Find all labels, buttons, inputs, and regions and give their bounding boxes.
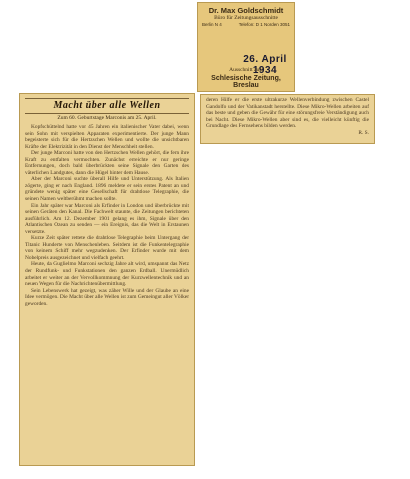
source-newspaper: Schlesische Zeitung, Breslau bbox=[211, 75, 281, 89]
clipping-service-slip bbox=[197, 2, 295, 92]
top-rule bbox=[25, 98, 189, 99]
article-paragraph: Aber der Marconi suchte überall Hilfe und Unterstützung. Als Italien zögerte, ging er nach England. 1896 meldete er sein erstes Patent an und gründete wenig später eine Gesellschaft für drahtlose Telegraphie, die seinen Namen weltberühmt machen sollte. bbox=[25, 176, 189, 203]
article-paragraph: Ein Jahr später war Marconi als Erfinder in London und überbrückte mit seinen Geräten den Kanal. Die Fachwelt staunte, die Zeitungen berichteten ausführlich. Am 12. Dezember 1901 gelang es ihm, Signale über den Atlantischen Ozean zu senden — ein Ereignis, das die Welt in Erstaunen versetzte. bbox=[25, 202, 189, 235]
clipping-service-subtitle: Büro für Zeitungsausschnitte bbox=[214, 15, 278, 21]
clipping-service-address bbox=[198, 22, 294, 28]
headline-rule bbox=[25, 113, 189, 114]
article-headline: Macht über alle Wellen bbox=[53, 100, 161, 111]
article-paragraph: Kopfschüttelnd hatte vor 45 Jahren ein italienischer Vater dabei, wenn sein Sohn mit verspielten Apparaten experimentierte. Der junge Mann begeisterte sich für die Hertzschen Wellen und wollte die unsichtbaren Kräfte der Elektrizität in den Dienst der Menschheit stellen. bbox=[25, 124, 189, 150]
clipping-service-phone: Telefon: D 1 Norden 3051 bbox=[238, 22, 290, 27]
article-paragraph: Der junge Marconi hatte von den Hertzschen Wellen gehört, die fern ihre Kraft zu entfalten vermochten. Zunächst erreichte er nur geringe Entfernungen, doch bald überbrückten seine Signale den Garten des väterlichen Landgutes, dann die Hügel hinter dem Hause. bbox=[25, 150, 189, 176]
author-signature: R. S. bbox=[358, 129, 369, 136]
article-paragraph: Kurze Zeit später rettete die drahtlose Telegraphie beim Untergang der Titanic Hunderte von Menschenleben. Seitdem ist die Funkentelegraphie von keinem Schiff mehr wegzudenken. Der Erfinder wurde mit dem Nobelpreis ausgezeichnet und vielfach geehrt. bbox=[25, 235, 189, 261]
article-paragraph: Heute, da Guglielmo Marconi sechzig Jahre alt wird, umspannt das Netz der Rundfunk- und Funkstationen den ganzen Erdball. Unermüdlich arbeitet er weiter an der Vervollkommnung der Kurzwellentechnik und an neuen Wegen für die Nachrichtenübermittlung. bbox=[25, 261, 189, 288]
clipping-service-city: Berlin N 4 bbox=[202, 22, 222, 27]
source-label: Ausschnitt aus: bbox=[229, 67, 263, 73]
article-column-continuation bbox=[200, 94, 375, 144]
article-column-main bbox=[19, 93, 195, 466]
clipping-service-name: Dr. Max Goldschmidt bbox=[208, 6, 284, 15]
continuation-paragraph: deren Hilfe er die erste ultrakurze Wellenverbindung zwischen Castel Gandolfo und der Vatikanstadt herstellte. Diese Mikro-Wellen arbeiten auf das beste und geben die Gewähr für eine störungsfreie Verständigung auch bei Nacht. Diese Mikro-Wellen aber sind es, die vielleicht künftig die Grundlage des Fernsehens bilden werden. bbox=[206, 97, 369, 130]
article-paragraph: Sein Lebenswerk hat gezeigt, was zäher Wille und der Glaube an eine Idee vermögen. Die Macht über alle Wellen ist zum Gemeingut aller Völker geworden. bbox=[25, 287, 189, 307]
date-stamp: 26. April 1934 bbox=[243, 54, 287, 76]
article-dateline: Zum 60. Geburtstage Marconis am 25. April. bbox=[57, 115, 157, 121]
